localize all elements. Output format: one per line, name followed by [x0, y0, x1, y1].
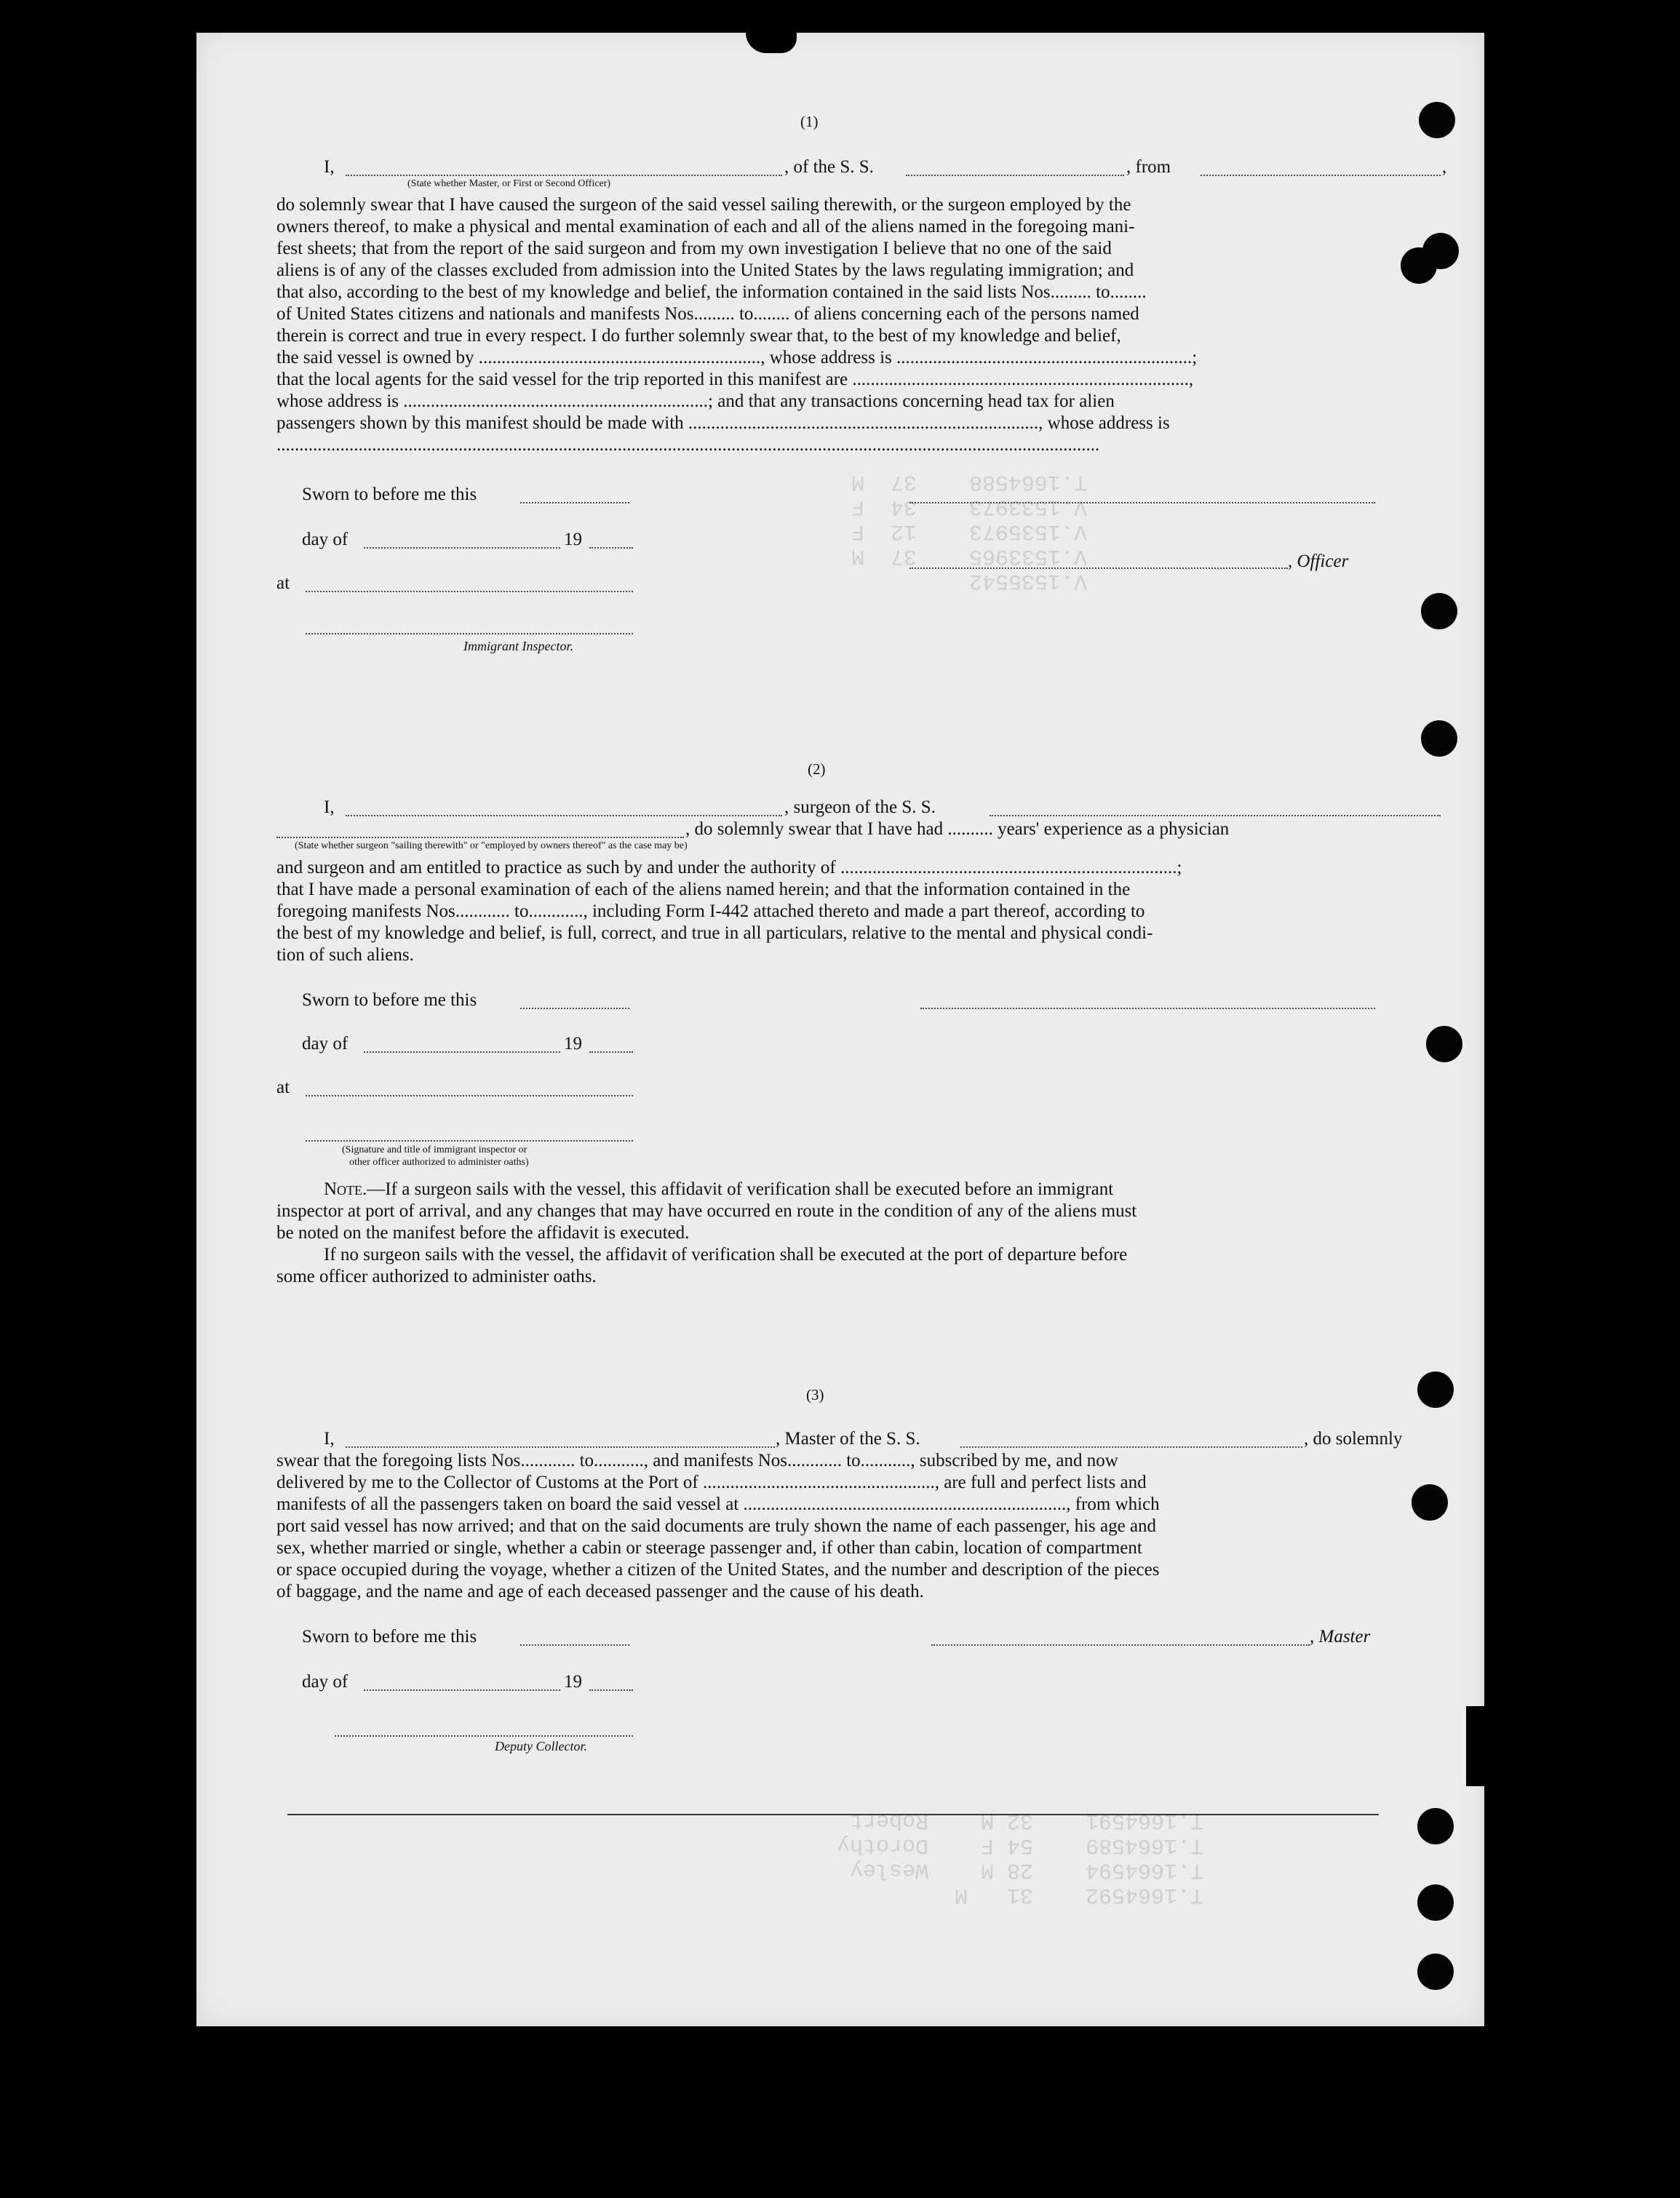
inspector-label: Immigrant Inspector.: [463, 639, 573, 653]
officer-signature-blank: [909, 502, 1375, 503]
officer-label: , Officer: [1288, 552, 1349, 571]
oath-body-line: aliens is of any of the classes excluded from admission into the United States by the laws regulating immigration; and: [276, 260, 1134, 280]
oath-body-line: the said vessel is owned by .............................................................., whose address is .................................................................;: [276, 348, 1198, 367]
master-signature-blank: [931, 1644, 1310, 1646]
punch-hole: [1421, 720, 1457, 757]
sworn-label: Sworn to before me this: [302, 990, 477, 1010]
punch-hole: [1419, 102, 1455, 138]
punch-hole: [1417, 1371, 1454, 1408]
bleed-through-text: V.1535542 V.1533965 37 M V.1535973 12 F V.1533973 34 F T.1664588 37 M: [851, 469, 1088, 593]
surgeon-body-line: that I have made a personal examination of each of the aliens named herein; and that the information contained in the: [276, 880, 1131, 899]
surgeon-body-line: the best of my knowledge and belief, is full, correct, and true in all particulars, relative to the mental and physical condi-: [276, 923, 1153, 943]
surgeon-name-blank: [346, 815, 782, 816]
oath-body-line: owners thereof, to make a physical and mental examination of each and all of the aliens named in the foregoing mani-: [276, 217, 1135, 236]
oath-body-line: whose address is ...................................................................; and that any transactions concerning head tax for alien: [276, 391, 1115, 411]
punch-hole: [1412, 1484, 1448, 1521]
at-label: at: [276, 573, 290, 593]
year-label: 19: [564, 1672, 582, 1692]
note-text: —If a surgeon sails with the vessel, this affidavit of verification shall be executed before an immigrant: [367, 1179, 1114, 1199]
inspector-signature-blank: [306, 633, 633, 634]
year-blank: [589, 1689, 633, 1691]
punch-hole: [1417, 1808, 1454, 1844]
punch-hole: [1417, 1884, 1454, 1921]
punch-hole: [1401, 247, 1437, 284]
master-body-line: sex, whether married or single, whether a cabin or steerage passenger and, if other than cabin, location of compartment: [276, 1538, 1142, 1558]
officer-rank-blank: [346, 175, 782, 176]
vessel-name-blank: [960, 1446, 1302, 1448]
surgeon-label: , surgeon of the S. S.: [784, 797, 936, 817]
oath-body-line: that also, according to the best of my knowledge and belief, the information contained in the said lists Nos......... to........: [276, 282, 1147, 302]
surgeon-body-line: foregoing manifests Nos............ to............, including Form I-442 attached thereto and made a part thereof, according to: [276, 901, 1145, 921]
master-sign-label: , Master: [1310, 1627, 1371, 1646]
solemnly-label: , do solemnly: [1304, 1429, 1403, 1449]
note-line: If no surgeon sails with the vessel, the affidavit of verification shall be executed at the port of departure before: [324, 1245, 1128, 1265]
bottom-rule: [287, 1814, 1379, 1815]
surgeon-body-line: and surgeon and am entitled to practice as such by and under the authority of ..........................................................................;: [276, 858, 1182, 877]
oath-i-label: I,: [324, 157, 335, 177]
master-label: , Master of the S. S.: [776, 1429, 920, 1449]
sworn-label: Sworn to before me this: [302, 485, 477, 504]
officer-line-blank: [909, 568, 1288, 569]
section-number: (3): [806, 1386, 824, 1403]
surgeon-oath-line: , do solemnly swear that I have had .......... years' experience as a physician: [685, 819, 1230, 839]
master-body-line: or space occupied during the voyage, whether a citizen of the United States, and the number and description of the pieces: [276, 1560, 1160, 1580]
officer-hint: (State whether Master, or First or Second Officer): [407, 178, 611, 189]
signature-hint: other officer authorized to administer oaths): [349, 1157, 529, 1168]
punch-hole: [1426, 1026, 1462, 1062]
day-of-label: day of: [302, 1672, 349, 1692]
note-line: some officer authorized to administer oaths.: [276, 1267, 597, 1286]
master-body-line: of baggage, and the name and age of each deceased passenger and the cause of his death.: [276, 1582, 924, 1601]
authorized-signature-blank: [306, 1140, 633, 1142]
oath-body-line: that the local agents for the said vessel for the trip reported in this manifest are ..........................................................................,: [276, 370, 1194, 389]
surgeon-status-blank: [276, 837, 684, 838]
note-label: Note.: [324, 1179, 367, 1199]
oath-body-line: .....................................................................................................................................................................................: [276, 435, 1100, 455]
year-label: 19: [564, 1034, 582, 1054]
sworn-date-blank: [520, 502, 629, 503]
surgeon-body-line: tion of such aliens.: [276, 945, 414, 965]
at-place-blank: [306, 1095, 633, 1096]
oath-body-line: of United States citizens and nationals and manifests Nos......... to........ of aliens concerning each of the persons named: [276, 304, 1139, 324]
bleed-through-text: T.1664592 31 M T.1664594 28 M Wesley T.1664589 54 F Dorothy T.1664591 32 M Robert: [837, 1808, 1204, 1907]
sworn-date-blank: [520, 1644, 629, 1646]
punch-hole: [1421, 593, 1457, 629]
day-of-blank: [364, 547, 560, 549]
vessel-name-blank: [990, 815, 1441, 816]
vessel-label: , of the S. S.: [784, 157, 874, 177]
punch-hole: [1417, 1954, 1454, 1990]
deputy-collector-label: Deputy Collector.: [495, 1739, 587, 1753]
at-place-blank: [306, 591, 633, 592]
sworn-date-blank: [520, 1008, 629, 1009]
comma: ,: [1442, 157, 1447, 177]
torn-edge: [746, 33, 797, 53]
oath-body-line: therein is correct and true in every respect. I do further solemnly swear that, to the best of my knowledge and belief,: [276, 326, 1121, 346]
day-of-label: day of: [302, 1034, 349, 1054]
year-blank: [589, 1051, 633, 1053]
oath-body-line: do solemnly swear that I have caused the surgeon of the said vessel sailing therewith, or the surgeon employed by the: [276, 195, 1131, 215]
at-label: at: [276, 1078, 290, 1097]
section-number: (2): [808, 760, 826, 778]
day-of-label: day of: [302, 530, 349, 549]
year-blank: [589, 547, 633, 549]
oath-i-label: I,: [324, 797, 335, 817]
note-line: be noted on the manifest before the affidavit is executed.: [276, 1223, 690, 1243]
year-label: 19: [564, 530, 582, 549]
torn-edge: [1466, 1706, 1488, 1786]
surgeon-signature-blank: [920, 1008, 1375, 1009]
from-port-blank: [1201, 175, 1441, 176]
sworn-label: Sworn to before me this: [302, 1627, 477, 1646]
manifest-back-page: [196, 33, 1484, 2026]
from-label: , from: [1126, 157, 1171, 177]
note-line: inspector at port of arrival, and any changes that may have occurred en route in the condition of any of the aliens must: [276, 1201, 1137, 1221]
section-number: (1): [800, 113, 819, 130]
master-name-blank: [346, 1446, 775, 1448]
note-line: [324, 1179, 1113, 1200]
master-body-line: manifests of all the passengers taken on board the said vessel at ......................................................................., from which: [276, 1494, 1160, 1514]
master-body-line: port said vessel has now arrived; and that on the said documents are truly shown the name of each passenger, his age and: [276, 1516, 1157, 1536]
oath-i-label: I,: [324, 1429, 335, 1449]
day-of-blank: [364, 1689, 560, 1691]
vessel-name-blank: [906, 175, 1124, 176]
day-of-blank: [364, 1051, 560, 1053]
oath-body-line: passengers shown by this manifest should be made with ............................................................................., whose address is: [276, 413, 1170, 433]
signature-hint: (Signature and title of immigrant inspector or: [342, 1144, 528, 1155]
surgeon-hint: (State whether surgeon "sailing therewith" or "employed by owners thereof" as the case may be): [295, 840, 688, 851]
master-body-line: delivered by me to the Collector of Customs at the Port of ..................................................., are full and perfect lists and: [276, 1473, 1147, 1492]
master-body-line: swear that the foregoing lists Nos............ to..........., and manifests Nos............ to..........., subscribed by me, and now: [276, 1451, 1118, 1470]
collector-signature-blank: [335, 1735, 633, 1737]
oath-body-line: fest sheets; that from the report of the said surgeon and from my own investigation I believe that no one of the said: [276, 239, 1112, 258]
